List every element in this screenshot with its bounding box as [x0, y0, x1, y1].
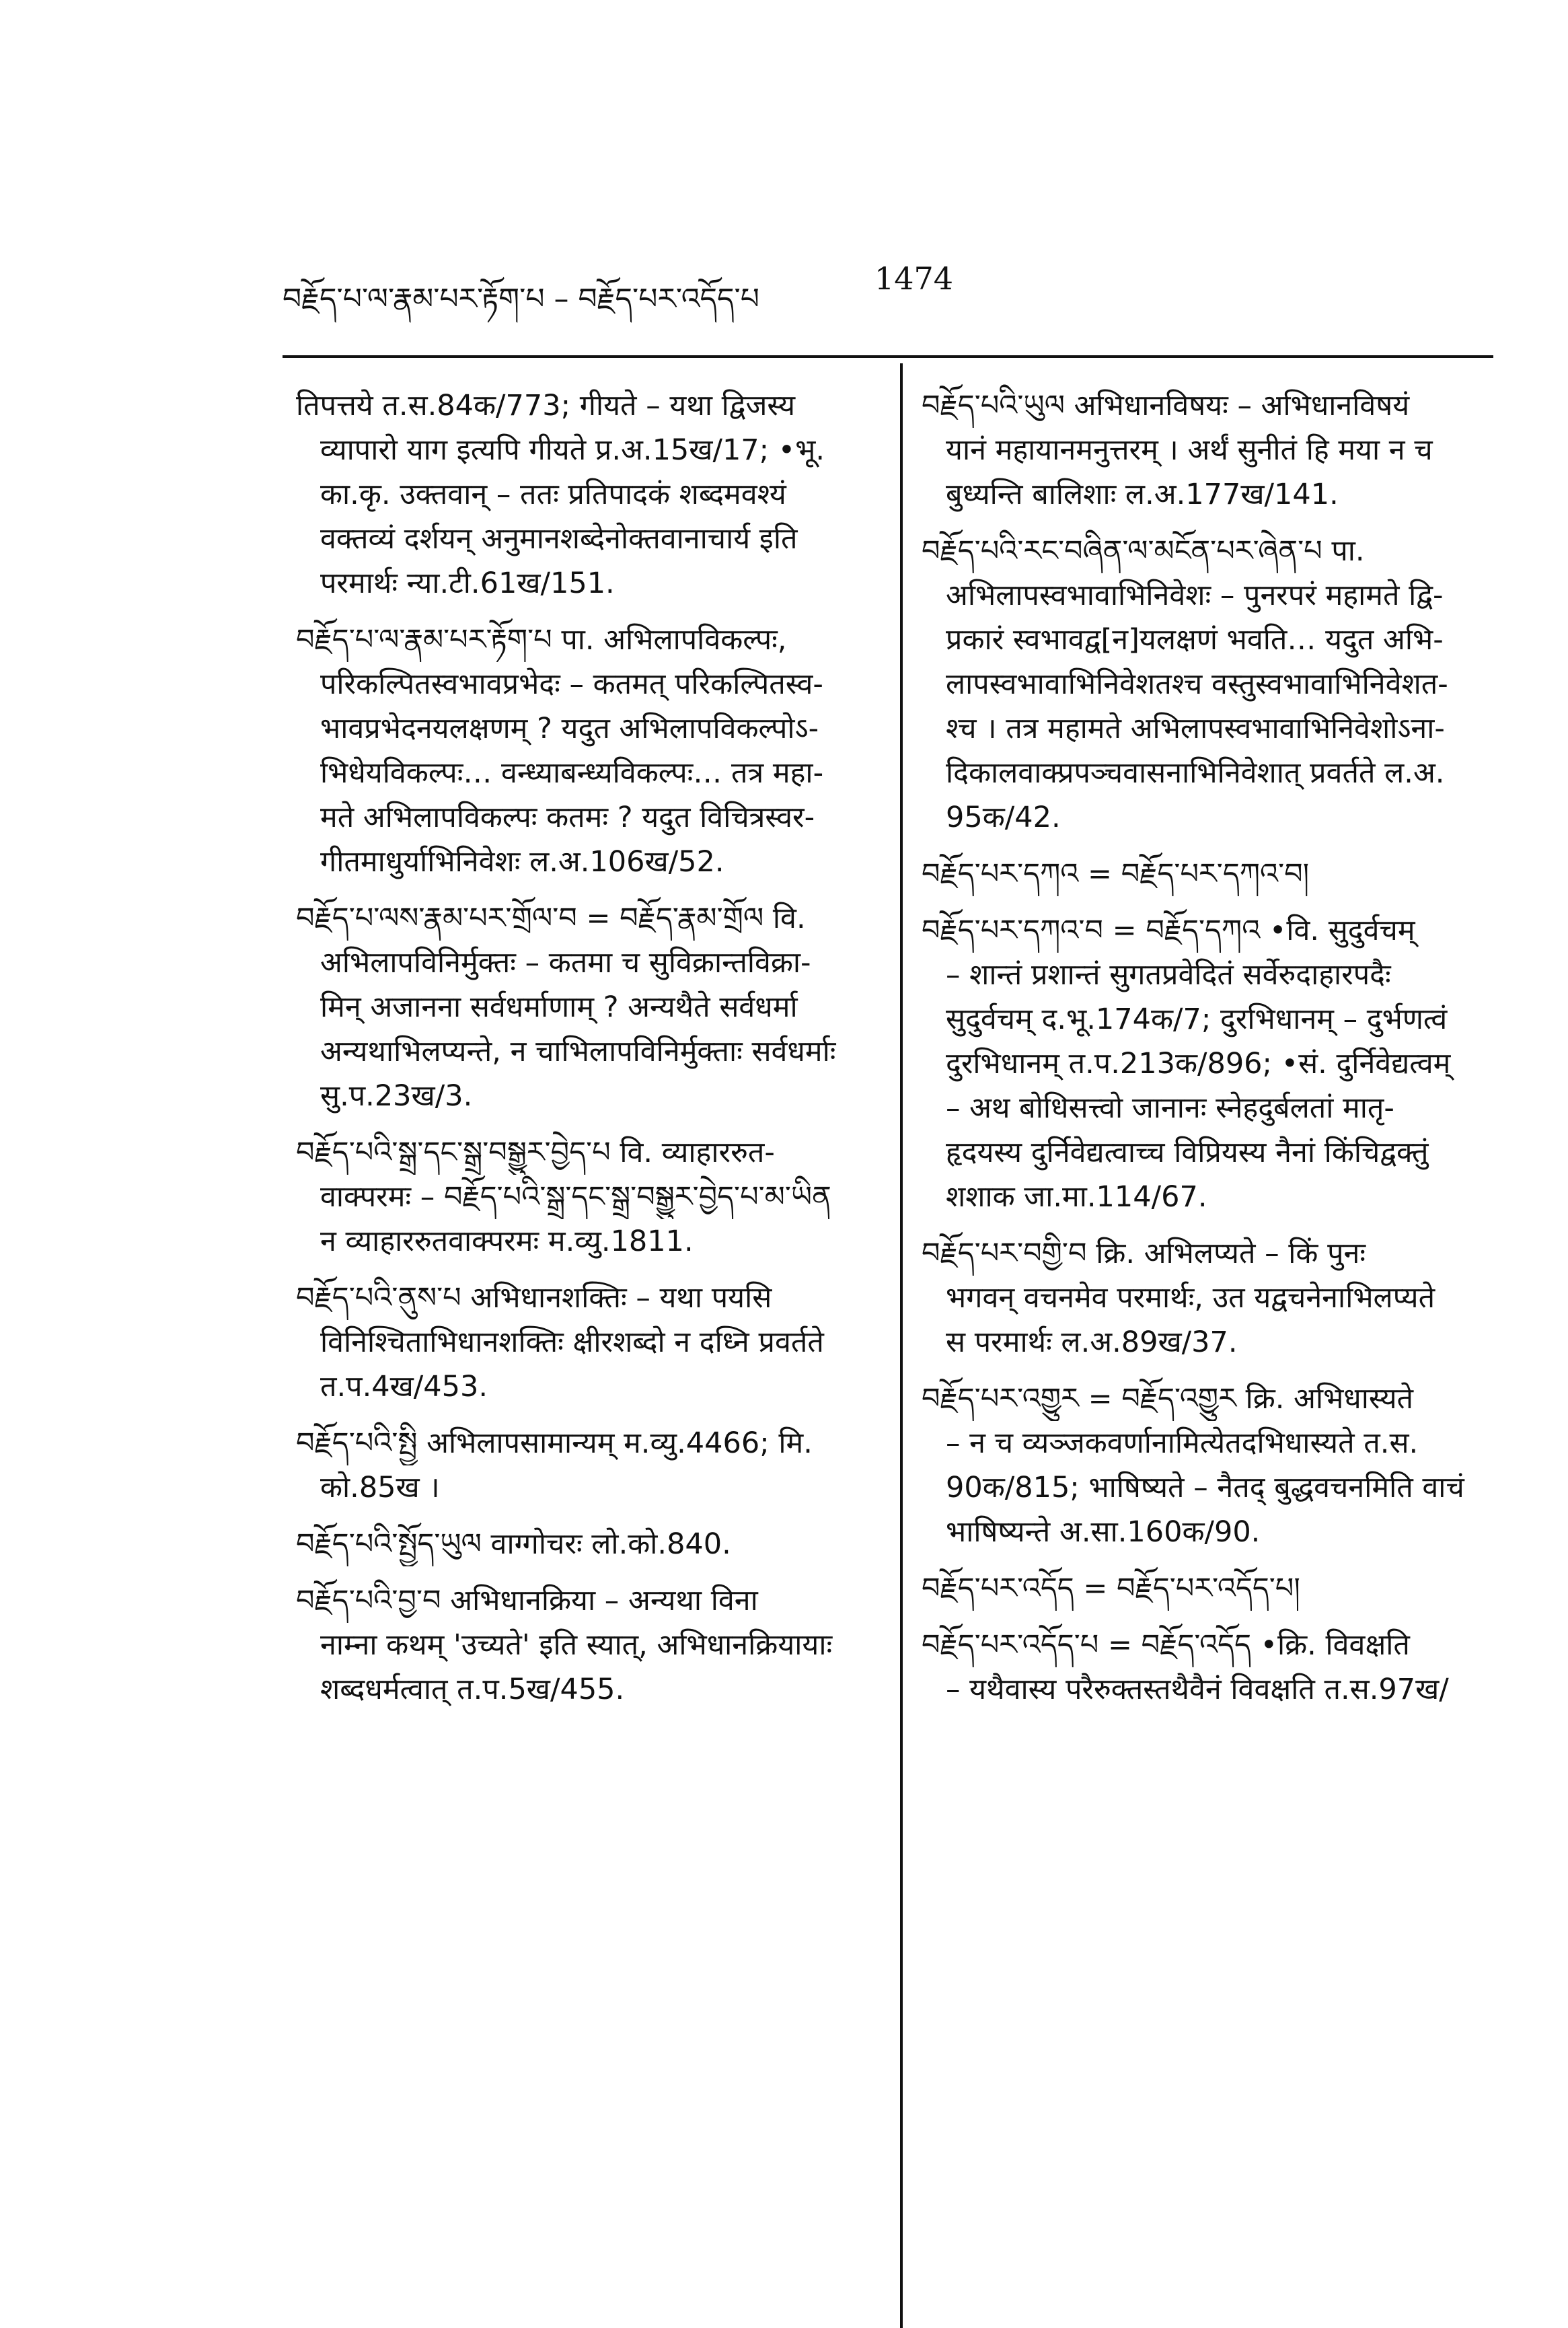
entry-text-line: परिकल्पितस्वभावप्रभेदः – कतमत् परिकल्पितस्व- [320, 667, 823, 701]
entry-text-line: अभिलापस्वभावाभिनिवेशः – पुनरपरं महामते द्वि- [946, 579, 1444, 612]
entry-text-line: विनिश्चिताभिधानशक्तिः क्षीरशब्दो न दध्नि प्रवर्तते [320, 1325, 824, 1359]
dictionary-entry [922, 1377, 1500, 1554]
entry-text-line: नाम्ना कथम् 'उच्यते' इति स्यात्, अभिधानक्रियायाः [320, 1628, 833, 1662]
entry-headword-line: བརྗོད་པའི་བྱ་བ अभिधानक्रिया – अन्यथा विना [296, 1584, 758, 1617]
entry-text-line: शब्दधर्मत्वात् त.प.5ख/455. [320, 1673, 625, 1706]
entry-text-line: – अथ बोधिसत्त्वो जानानः स्नेहदुर्बलतां मातृ- [946, 1091, 1394, 1125]
dictionary-entry [922, 1231, 1500, 1365]
column-divider [900, 363, 903, 2328]
entry-headword-line: བརྗོད་པའི་ནུས་པ अभिधानशक्तिः – यथा पयसि [296, 1281, 772, 1315]
entry-text-line: 95क/42. [946, 801, 1061, 834]
page-number: 1474 [874, 260, 954, 297]
entry-text-line: दुरभिधानम् त.प.213क/896; •सं. दुर्निवेद्यत्वम् [946, 1047, 1451, 1081]
entry-text-line: सुदुर्वचम् द.भू.174क/7; दुरभिधानम् – दुर्भणत्वं [946, 1003, 1448, 1036]
entry-text-line: भाषिष्यन्ते अ.सा.160क/90. [946, 1515, 1261, 1549]
dictionary-entry [296, 618, 874, 884]
entry-text-line: 90क/815; भाषिष्यते – नैतद् बुद्धवचनमिति वाचं [946, 1471, 1464, 1504]
entry-text-line: अन्यथाभिलप्यन्ते, न चाभिलापविनिर्मुक्ताः सर्वधर्माः [320, 1035, 836, 1068]
entry-text-line: हृदयस्य दुर्निवेद्यत्वाच्च विप्रियस्य नैनां किंचिद्वक्तुं [946, 1136, 1429, 1169]
entry-text-line: अभिलापविनिर्मुक्तः – कतमा च सुविक्रान्तविक्रा- [320, 946, 811, 980]
entry-text-line: परमार्थः न्या.टी.61ख/151. [320, 567, 615, 600]
entry-headword-line: བརྗོད་པ་ལ་རྣམ་པར་རྟོག་པ पा. अभिलापविकल्पः, [296, 623, 787, 657]
dictionary-entry [922, 1623, 1500, 1712]
entry-text-line: प्रकारं स्वभावद्व[न]यलक्षणं भवति… यदुत अभि- [946, 623, 1444, 657]
entry-text-line: लापस्वभावाभिनिवेशतश्च वस्तुस्वभावाभिनिवेशत- [946, 667, 1448, 701]
entry-headword-line: བརྗོད་པར་དཀའ་བ = བརྗོད་དཀའ •वि. सुदुर्वचम् [922, 914, 1415, 947]
entry-text-line: बुध्यन्ति बालिशाः ल.अ.177ख/141. [946, 478, 1339, 511]
entry-text-line: दिकालवाक्प्रपञ्चवासनाभिनिवेशात् प्रवर्तते ल.अ. [946, 756, 1445, 790]
entry-text-line: व्यापारो याग इत्यपि गीयते प्र.अ.15ख/17; •भू. [320, 433, 825, 467]
entry-text-line: भिधेयविकल्पः… वन्ध्याबन्ध्यविकल्पः… तत्र महा- [320, 756, 824, 790]
entry-text-line: शशाक जा.मा.114/67. [946, 1180, 1207, 1214]
dictionary-entry [296, 1421, 874, 1510]
running-header [283, 260, 1493, 316]
entry-text-line: वक्तव्यं दर्शयन् अनुमानशब्देनोक्तवानाचार्य इति [320, 522, 798, 556]
header-tibetan-range: བརྗོད་པ་ལ་རྣམ་པར་རྟོག་པ – བརྗོད་པར་འདོད་པ [283, 282, 759, 316]
entry-headword-line: བརྗོད་པའི་ཡུལ अभिधानविषयः – अभिधानविषयं [922, 389, 1410, 423]
dictionary-entry [296, 1276, 874, 1409]
entry-text-line: – यथैवास्य परैरुक्तस्तथैवैनं विवक्षति त.स.97ख/ [946, 1673, 1449, 1706]
entry-text-line: न व्याहाररुतवाक्परमः म.व्यु.1811. [320, 1225, 694, 1258]
entry-text-line: मिन् अजानना सर्वधर्माणाम् ? अन्यथैते सर्वधर्मा [320, 990, 798, 1024]
entry-headword-line: तिपत्तये त.स.84क/773; गीयते – यथा द्विजस्य [296, 389, 796, 423]
entry-text-line: स परमार्थः ल.अ.89ख/37. [946, 1325, 1238, 1359]
entry-headword-line: བརྗོད་པའི་རང་བཞིན་ལ་མངོན་པར་ཞེན་པ पा. [922, 534, 1365, 568]
entry-text-line: वाक्परमः – བརྗོད་པའི་སྒྲ་དང་སྒྲ་བསྒྱུར་བྱེད་པ་མ་ཡིན [320, 1180, 831, 1214]
dictionary-entry [922, 1566, 1500, 1611]
entry-text-line: – शान्तं प्रशान्तं सुगतप्रवेदितं सर्वेरुदाहारपदैः [946, 958, 1391, 992]
entry-headword-line: བརྗོད་པའི་སྤྱོད་ཡུལ वाग्गोचरः लो.को.840. [296, 1527, 731, 1561]
dictionary-entry [922, 908, 1500, 1219]
entry-text-line: – न च व्यञ्जकवर्णानामित्येतदभिधास्यते त.स. [946, 1426, 1419, 1460]
entry-text-line: को.85ख । [320, 1471, 440, 1504]
entry-headword-line: བརྗོད་པར་འདོད་པ = བརྗོད་འདོད •क्रि. विवक्षति [922, 1628, 1410, 1662]
entry-text-line: का.कृ. उक्तवान् – ततः प्रतिपादकं शब्दमवश्यं [320, 478, 786, 511]
dictionary-entry [296, 1522, 874, 1566]
entry-headword-line: བརྗོད་པར་བགྱི་བ क्रि. अभिलप्यते – किं पुनः [922, 1237, 1366, 1270]
entry-headword-line: བརྗོད་པར་འགྱུར = བརྗོད་འགྱུར क्रि. अभिधास्यते [922, 1382, 1414, 1416]
entry-headword-line: བརྗོད་པར་དཀའ = བརྗོད་པར་དཀའ་བ། [922, 857, 1310, 891]
right-column [922, 384, 1500, 1724]
entry-text-line: त.प.4ख/453. [320, 1370, 488, 1404]
dictionary-entry [922, 852, 1500, 896]
entry-text-line: सु.प.23ख/3. [320, 1079, 473, 1113]
entry-headword-line: བརྗོད་པར་འདོད = བརྗོད་པར་འདོད་པ། [922, 1572, 1300, 1605]
entry-text-line: गीतमाधुर्याभिनिवेशः ल.अ.106ख/52. [320, 845, 724, 879]
dictionary-entry [922, 384, 1500, 517]
entry-text-line: भावप्रभेदनयलक्षणम् ? यदुत अभिलापविकल्पोऽ- [320, 712, 819, 745]
dictionary-entry [296, 896, 874, 1118]
entry-text-line: भगवन् वचनमेव परमार्थः, उत यद्वचनेनाभिलप्यते [946, 1281, 1435, 1315]
left-column [296, 384, 874, 1724]
dictionary-entry [922, 529, 1500, 840]
entry-text-line: मते अभिलापविकल्पः कतमः ? यदुत विचित्रस्वर- [320, 801, 815, 834]
header-rule [283, 355, 1493, 358]
entry-headword-line: བརྗོད་པ་ལས་རྣམ་པར་གྲོལ་བ = བརྗོད་རྣམ་གྲོལ वि. [296, 902, 806, 935]
dictionary-entry [296, 1578, 874, 1712]
entry-headword-line: བརྗོད་པའི་སྒྲ་དང་སྒྲ་བསྒྱུར་བྱེད་པ वि. व्याहाररुत- [296, 1136, 775, 1169]
entry-text-line: श्च । तत्र महामते अभिलापस्वभावाभिनिवेशोऽना- [946, 712, 1445, 745]
entry-text-line: यानं महायानमनुत्तरम् । अर्थं सुनीतं हि मया न च [946, 433, 1433, 467]
dictionary-entry [296, 384, 874, 606]
dictionary-entry [296, 1130, 874, 1264]
entry-headword-line: བརྗོད་པའི་སྤྱི अभिलापसामान्यम् म.व्यु.4466; मि. [296, 1426, 813, 1460]
